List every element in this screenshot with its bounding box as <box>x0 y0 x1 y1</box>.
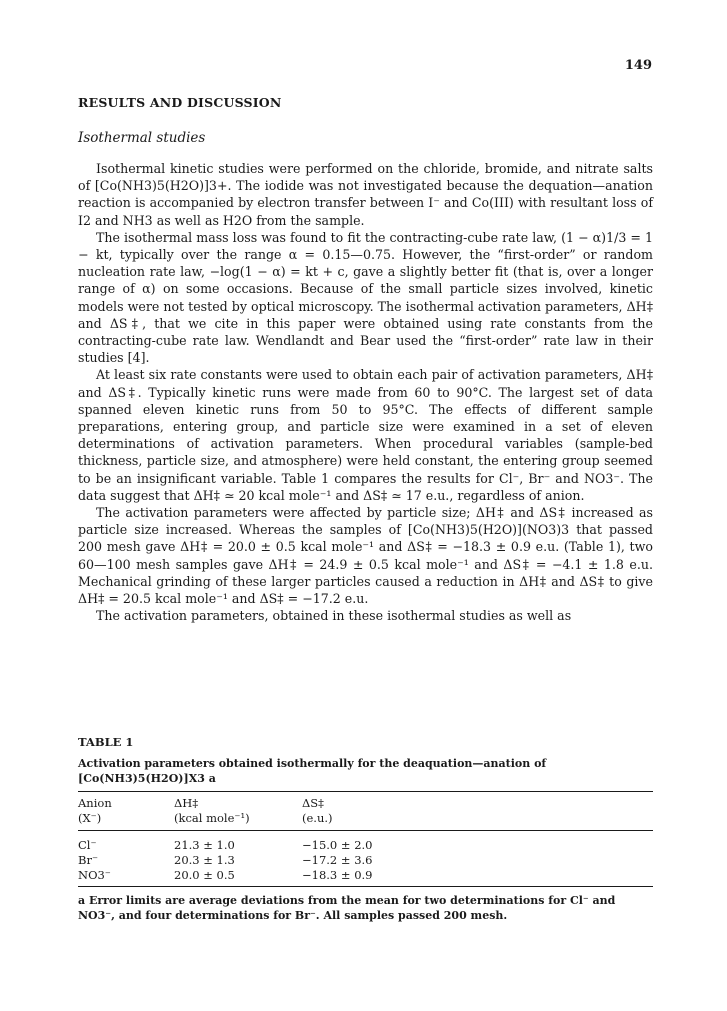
table-row-1-enthalpy: 21.3 ± 1.0 <box>174 838 235 852</box>
table-bottom-rule <box>78 886 653 887</box>
table-caption: Activation parameters obtained isothermally for the deaquation—anation of [Co(NH3)5(H2O)]X3 a <box>78 757 547 785</box>
table-footnote: a Error limits are average deviations from the mean for two determinations for Cl⁻ and NO3⁻, and four determinations for Br⁻. All samples passed 200 mesh. <box>78 894 616 922</box>
table-header-enthalpy: ΔH‡ (kcal mole⁻¹) <box>174 796 250 825</box>
page-number: 149 <box>624 58 652 73</box>
table-top-rule <box>78 791 653 792</box>
body-text <box>78 160 653 624</box>
table-row-3-entropy: −18.3 ± 0.9 <box>302 868 373 882</box>
paragraph-5: The activation parameters, obtained in these isothermal studies as well as <box>96 608 572 624</box>
table-row-2-enthalpy: 20.3 ± 1.3 <box>174 853 235 867</box>
paragraph-4: The activation parameters were affected by particle size; ΔH‡ and ΔS‡ increased as particle size increased. Whereas the samples of [Co(NH3)5(H2O)](NO3)3 that passed 200 mesh gave ΔH‡ = 20.0 ± 0.5 kcal mole⁻¹ and ΔS‡ = −18.3 ± 0.9 e.u. (Table 1), two 60—100 mesh samples gave ΔH‡ = 24.9 ± 0.5 kcal mole⁻¹ and ΔS‡ = −4.1 ± 1.8 e.u. Mechanical grinding of these larger particles caused a reduction in ΔH‡ and ΔS‡ to give ΔH‡ = 20.5 kcal mole⁻¹ and ΔS‡ = −17.2 e.u. <box>78 505 653 607</box>
section-heading: RESULTS AND DISCUSSION <box>78 95 282 110</box>
table-row-1-anion: Cl⁻ <box>78 838 97 852</box>
paragraph-2: The isothermal mass loss was found to fit the contracting-cube rate law, (1 − α)1/3 = 1 − kt, typically over the range α = 0.15—0.75. However, the “first-order” or random nucleation rate law, −log(1 − α) = kt + c, gave a slightly better fit (that is, over a longer range of α) on some occasions. Because of the small particle sizes involved, kinetic models were not tested by optical microscopy. The isothermal activation parameters, ΔH‡ and ΔS‡, that we cite in this paper were obtained using rate constants from the contracting-cube rate law. Wendlandt and Bear used the “first-order” rate law in their studies [4]. <box>78 229 653 366</box>
table-row-3-enthalpy: 20.0 ± 0.5 <box>174 868 235 882</box>
table-header-entropy: ΔS‡ (e.u.) <box>302 796 333 825</box>
table-row-2-anion: Br⁻ <box>78 853 99 867</box>
paragraph-1: Isothermal kinetic studies were performed on the chloride, bromide, and nitrate salts of [Co(NH3)5(H2O)]3+. The iodide was not investigated because the dequation—anation reaction is accompanied by electron transfer between I⁻ and Co(III) with resultant loss of I2 and NH3 as well as H2O from the sample. <box>78 161 653 228</box>
table-header-rule <box>78 830 653 831</box>
paragraph-3: At least six rate constants were used to obtain each pair of activation parameters, ΔH‡ and ΔS‡. Typically kinetic runs were made from 60 to 90°C. The largest set of data spanned eleven kinetic runs from 50 to 95°C. The effects of different sample preparations, entering group, and particle size were examined in a set of eleven determinations of activation parameters. When procedural variables (sample-bed thickness, particle size, and atmosphere) were held constant, the entering group seemed to be an insignificant variable. Table 1 compares the results for Cl⁻, Br⁻ and NO3⁻. The data suggest that ΔH‡ ≃ 20 kcal mole⁻¹ and ΔS‡ ≃ 17 e.u., regardless of anion. <box>78 367 653 503</box>
table-row-2-entropy: −17.2 ± 3.6 <box>302 853 373 867</box>
table-row-1-entropy: −15.0 ± 2.0 <box>302 838 373 852</box>
table-header-anion: Anion (X⁻) <box>78 796 112 825</box>
table-row-3-anion: NO3⁻ <box>78 868 111 882</box>
subheading: Isothermal studies <box>78 130 206 146</box>
table-label: TABLE 1 <box>78 735 134 749</box>
